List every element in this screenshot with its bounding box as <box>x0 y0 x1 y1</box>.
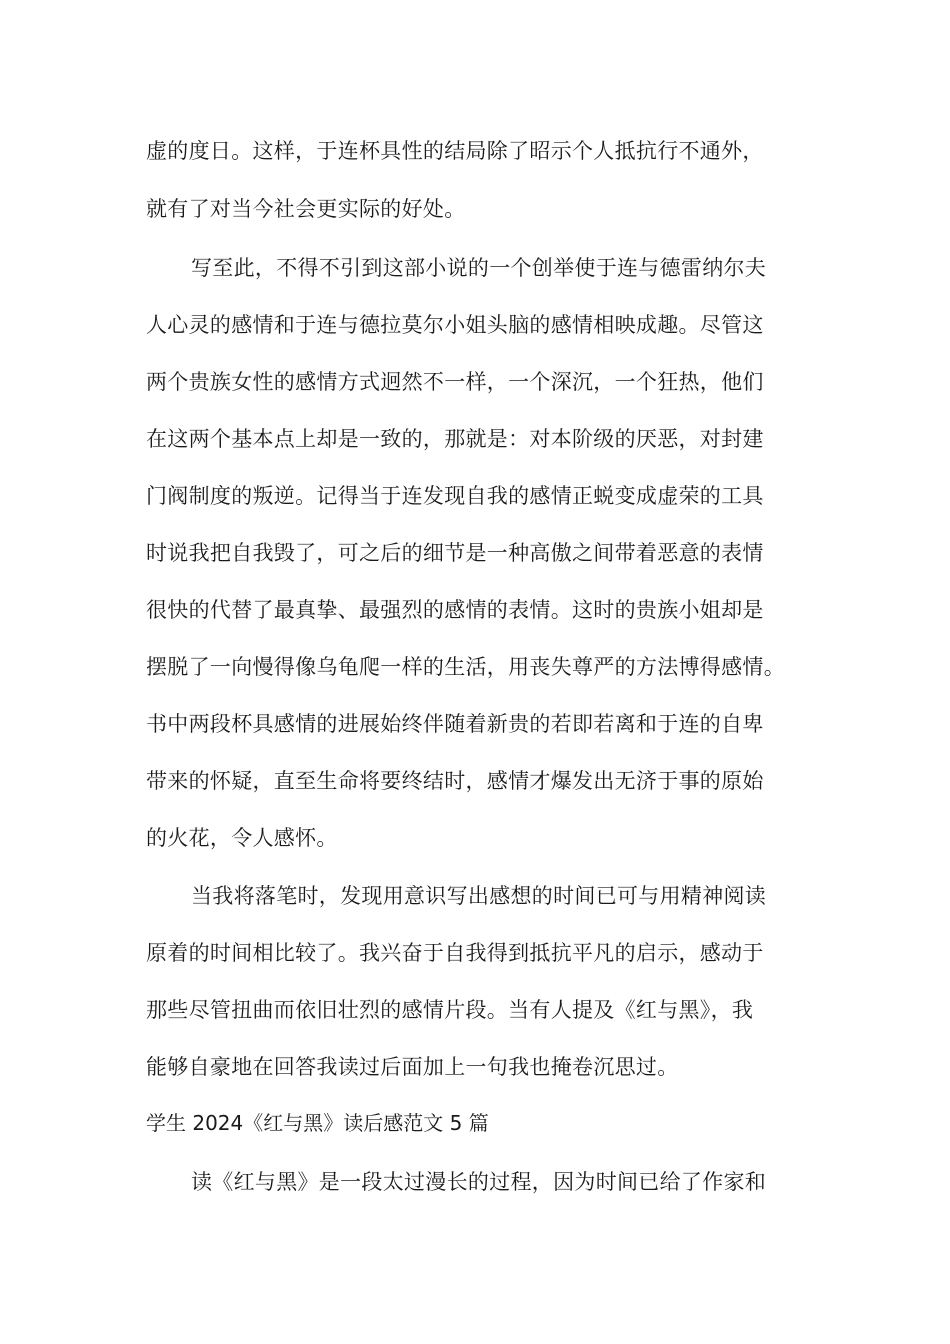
body-text-line: 的火花，令人感怀。 <box>146 826 338 850</box>
body-text-line: 就有了对当今社会更实际的好处。 <box>146 197 466 221</box>
paragraph-first-line: 当我将落笔时，发现用意识写出感想的时间已可与用精神阅读 <box>191 884 767 908</box>
body-text-line: 很快的代替了最真挚、最强烈的感情的表情。这时的贵族小姐却是 <box>146 598 764 622</box>
body-text-line: 在这两个基本点上却是一致的，那就是：对本阶级的厌恶，对封建 <box>146 427 764 451</box>
body-text-line: 摆脱了一向慢得像乌龟爬一样的生活，用丧失尊严的方法博得感情。 <box>146 655 785 679</box>
section-heading: 学生 2024《红与黑》读后感范文 5 篇 <box>146 1111 489 1135</box>
body-text-line: 书中两段杯具感情的进展始终伴随着新贵的若即若离和于连的自卑 <box>146 712 764 736</box>
body-text-line: 原着的时间相比较了。我兴奋于自我得到抵抗平凡的启示，感动于 <box>146 941 764 965</box>
body-text-line: 门阀制度的叛逆。记得当于连发现自我的感情正蜕变成虚荣的工具 <box>146 484 764 508</box>
body-text-line: 两个贵族女性的感情方式迥然不一样，一个深沉，一个狂热，他们 <box>146 370 764 394</box>
paragraph-first-line: 写至此，不得不引到这部小说的一个创举使于连与德雷纳尔夫 <box>191 256 767 280</box>
body-text-line: 时说我把自我毁了，可之后的细节是一种高傲之间带着恶意的表情 <box>146 541 764 565</box>
body-text-line: 那些尽管扭曲而依旧壮烈的感情片段。当有人提及《红与黑》，我 <box>146 998 754 1022</box>
paragraph-first-line: 读《红与黑》是一段太过漫长的过程，因为时间已给了作家和 <box>191 1170 767 1194</box>
body-text-line: 带来的怀疑，直至生命将要终结时，感情才爆发出无济于事的原始 <box>146 769 764 793</box>
body-text-line: 能够自豪地在回答我读过后面加上一句我也掩卷沉思过。 <box>146 1055 679 1079</box>
body-text-line: 虚的度日。这样，于连杯具性的结局除了昭示个人抵抗行不通外， <box>146 139 764 163</box>
body-text-line: 人心灵的感情和于连与德拉莫尔小姐头脑的感情相映成趣。尽管这 <box>146 313 764 337</box>
